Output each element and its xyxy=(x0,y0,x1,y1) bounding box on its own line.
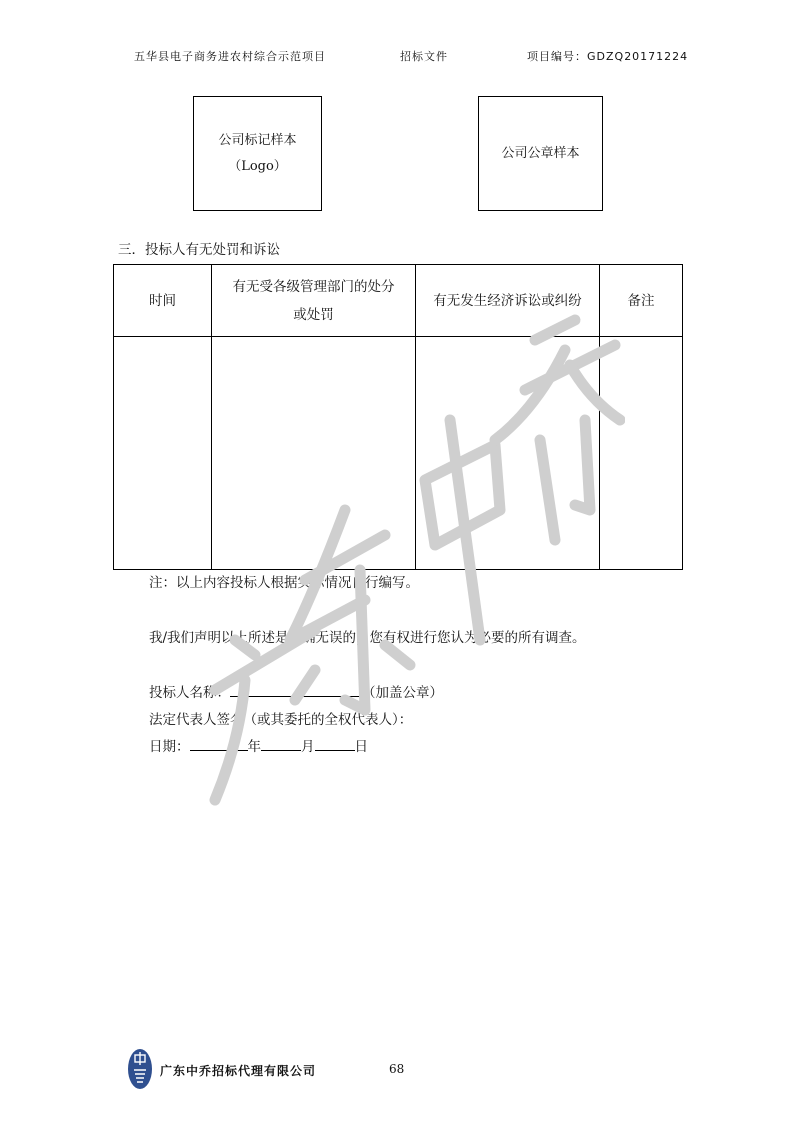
month-label: 月 xyxy=(301,739,315,755)
header-project-number: 项目编号：GDZQ20171224 xyxy=(527,50,689,63)
footer-company-name: 广东中乔招标代理有限公司 xyxy=(160,1064,317,1078)
page-number: 68 xyxy=(389,1062,405,1076)
day-blank xyxy=(315,735,355,751)
table-header-cell: 有无受各级管理部门的处分或处罚 xyxy=(212,265,416,337)
header-doc-type: 招标文件 xyxy=(400,50,448,63)
table-row xyxy=(114,337,683,570)
penalty-litigation-table xyxy=(113,264,683,570)
company-seal-sample-box xyxy=(478,96,603,211)
section-title: 三．投标人有无处罚和诉讼 xyxy=(118,242,280,258)
bidder-name-label: 投标人名称： xyxy=(149,685,230,701)
day-label: 日 xyxy=(354,739,368,755)
year-label: 年 xyxy=(247,739,261,755)
legal-rep-line: 法定代表人签名（或其委托的全权代表人）： xyxy=(149,712,413,728)
bidder-seal-note: （加盖公章） xyxy=(362,685,443,701)
table-header-cell: 时间 xyxy=(114,265,212,337)
table-header-row xyxy=(114,265,683,337)
table-cell xyxy=(114,337,212,570)
company-seal-logo xyxy=(127,1048,153,1090)
date-line xyxy=(149,735,368,755)
table-cell xyxy=(416,337,600,570)
year-blank xyxy=(190,735,248,751)
header-project-name: 五华县电子商务进农村综合示范项目 xyxy=(134,50,326,63)
logo-sample-sublabel: （Logo） xyxy=(228,158,287,174)
logo-sample-label: 公司标记样本 xyxy=(218,132,297,148)
table-cell xyxy=(600,337,683,570)
table-header-cell: 有无发生经济诉讼或纠纷 xyxy=(416,265,600,337)
bidder-name-line xyxy=(149,681,443,701)
company-logo-sample-box xyxy=(193,96,322,211)
bidder-name-blank xyxy=(230,681,362,697)
declaration-text: 我/我们声明以上所述是正确无误的，您有权进行您认为必要的所有调查。 xyxy=(149,630,586,646)
seal-sample-label: 公司公章样本 xyxy=(501,145,580,161)
date-label: 日期： xyxy=(149,739,190,755)
table-note: 注：以上内容投标人根据实际情况自行编写。 xyxy=(149,575,419,591)
table-header-cell: 备注 xyxy=(600,265,683,337)
table-cell xyxy=(212,337,416,570)
month-blank xyxy=(261,735,301,751)
